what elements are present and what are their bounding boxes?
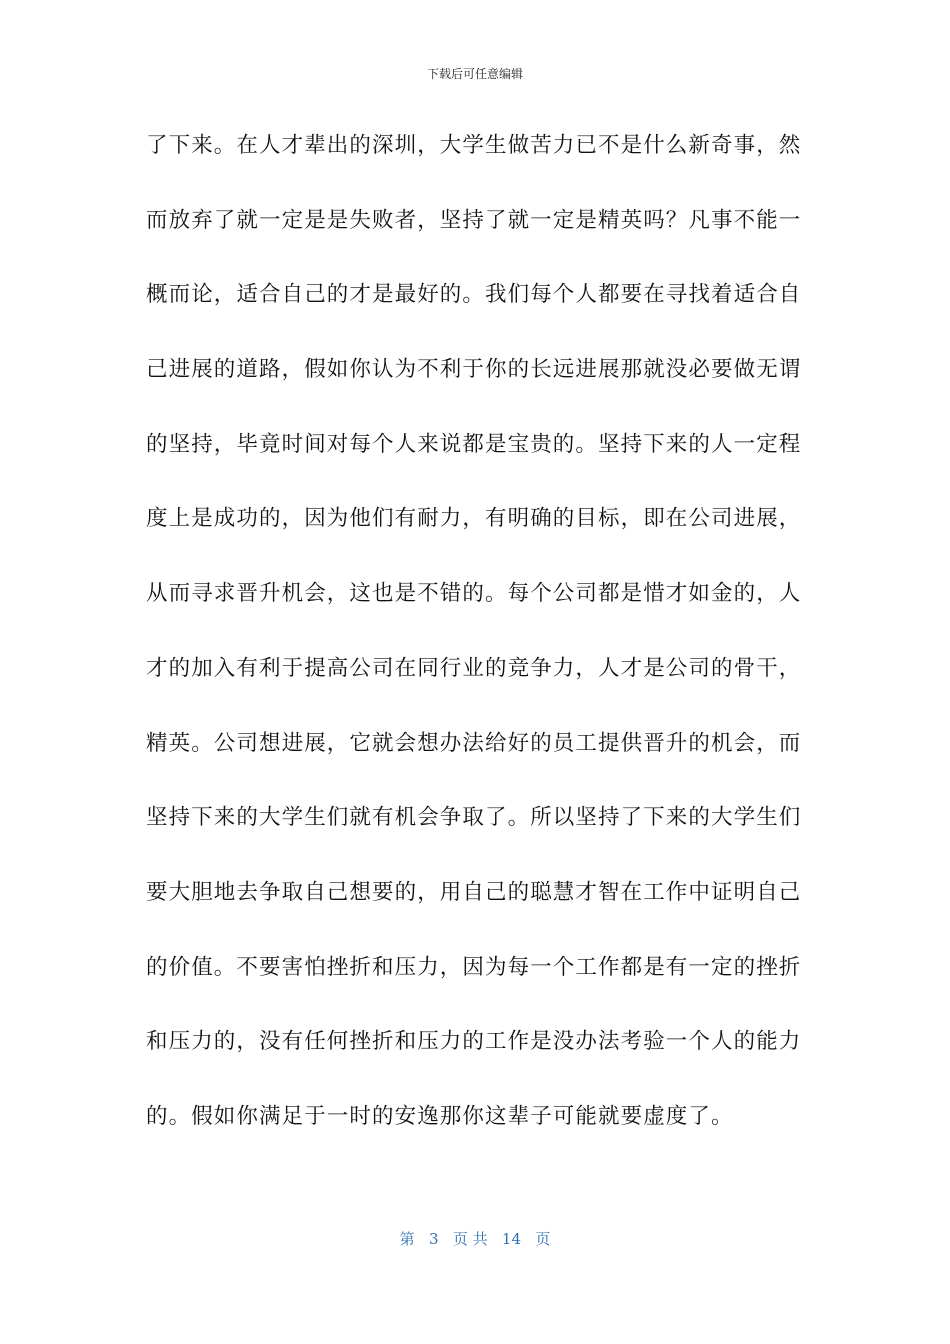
footer-suffix: 页: [535, 1230, 551, 1248]
text-line: 己进展的道路，假如你认为不利于你的长远进展那就没必要做无谓: [146, 357, 802, 383]
text-line: 要大胆地去争取自己想要的，用自己的聪慧才智在工作中证明自己: [146, 879, 802, 905]
text-line: 精英。公司想进展，它就会想办法给好的员工提供晋升的机会，而: [146, 730, 802, 756]
text-line: 的价值。不要害怕挫折和压力，因为每一个工作都是有一定的挫折: [146, 954, 802, 980]
total-pages-number: 14: [501, 1230, 522, 1248]
text-line: 概而论，适合自己的才是最好的。我们每个人都要在寻找着适合自: [146, 282, 802, 308]
footer-middle: 页 共: [452, 1230, 488, 1248]
text-line: 了下来。在人才辈出的深圳，大学生做苦力已不是什么新奇事，然: [146, 133, 802, 158]
current-page-number: 3: [428, 1230, 439, 1248]
body-text: [146, 126, 806, 1172]
text-line: 度上是成功的，因为他们有耐力，有明确的目标，即在公司进展，: [146, 506, 802, 532]
page-footer: [0, 1228, 950, 1250]
text-line: 从而寻求晋升机会，这也是不错的。每个公司都是惜才如金的，人: [146, 581, 802, 607]
footer-prefix: 第: [399, 1230, 415, 1248]
text-line: 的坚持，毕竟时间对每个人来说都是宝贵的。坚持下来的人一定程: [146, 431, 802, 457]
text-line: 的。假如你满足于一时的安逸那你这辈子可能就要虚度了。: [146, 1103, 734, 1129]
text-line: 才的加入有利于提高公司在同行业的竞争力，人才是公司的骨干，: [146, 655, 802, 681]
text-line: 和压力的，没有任何挫折和压力的工作是没办法考验一个人的能力: [146, 1029, 802, 1055]
page-header: 下载后可任意编辑: [426, 67, 523, 81]
text-line: 而放弃了就一定是是失败者，坚持了就一定是精英吗？凡事不能一: [146, 207, 802, 233]
text-line: 坚持下来的大学生们就有机会争取了。所以坚持了下来的大学生们: [146, 805, 802, 831]
